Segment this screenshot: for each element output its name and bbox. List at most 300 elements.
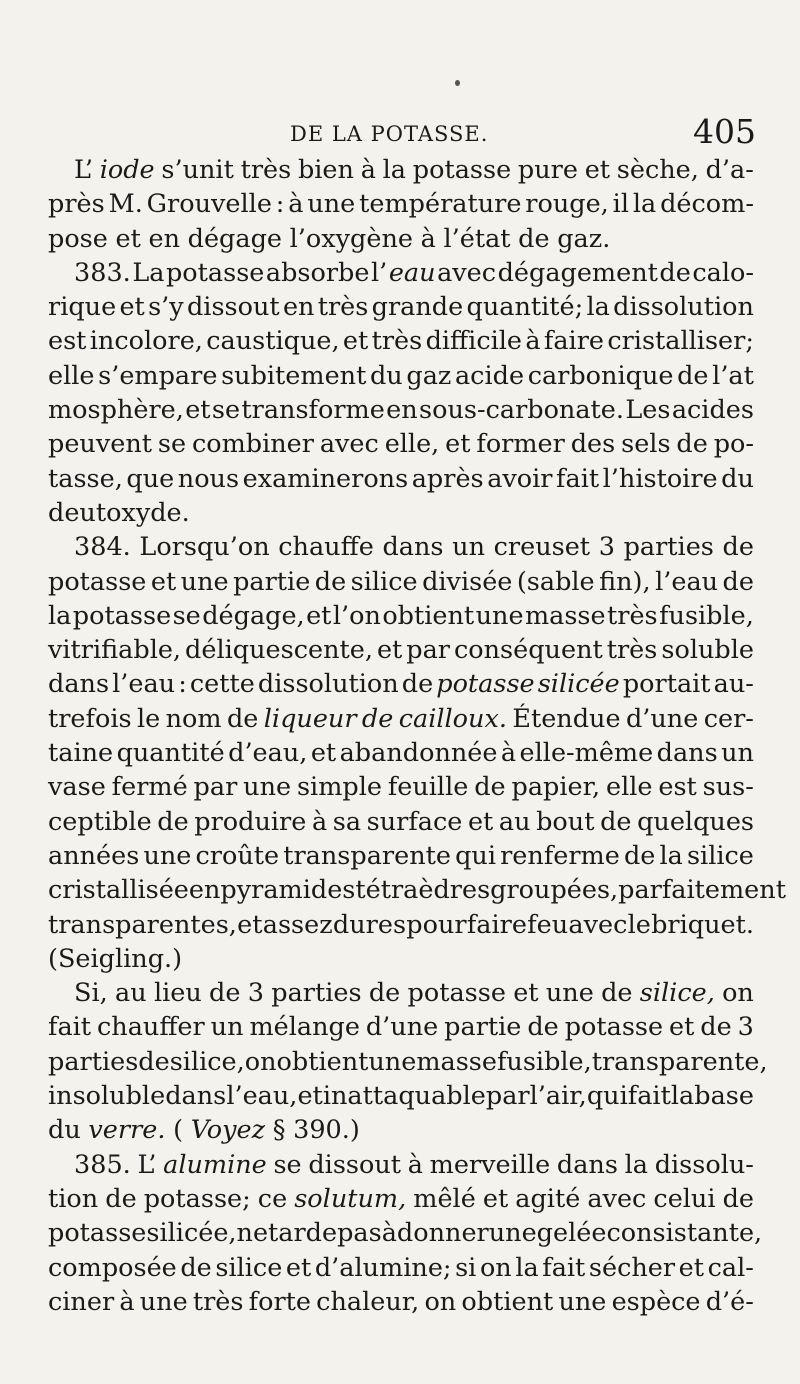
italic-word: eau xyxy=(388,257,436,288)
text-line xyxy=(48,976,754,1010)
page-header xyxy=(0,112,800,152)
word: de xyxy=(722,532,754,563)
word: feuille xyxy=(387,772,469,803)
word: mêlé xyxy=(413,1183,476,1214)
word: faire xyxy=(543,326,604,357)
word: parfaitement xyxy=(618,875,786,906)
word: on xyxy=(722,978,754,1009)
word: Lorsqu’on xyxy=(139,532,270,563)
word: potasse xyxy=(412,155,512,185)
word: et xyxy=(669,1012,695,1043)
word: tion xyxy=(48,1183,99,1214)
word: transparente, xyxy=(591,1046,768,1077)
word: sels xyxy=(621,429,671,460)
text-line xyxy=(48,153,754,187)
word: qui xyxy=(586,1081,628,1112)
word: fusible, xyxy=(496,1046,592,1077)
word: donner xyxy=(396,1218,489,1249)
word: 385. xyxy=(74,1149,131,1180)
text-line xyxy=(48,359,754,393)
word: composée xyxy=(48,1252,177,1283)
word: une xyxy=(488,1218,537,1249)
word: l’eau xyxy=(655,566,719,597)
word: années xyxy=(48,840,140,871)
word: déliquescente, xyxy=(185,635,373,666)
word: faire xyxy=(466,909,527,940)
word: po- xyxy=(713,429,754,460)
word: groupées, xyxy=(490,875,619,906)
word: fait xyxy=(556,463,600,494)
word: de xyxy=(138,1046,170,1077)
word: dans xyxy=(556,1149,618,1180)
italic-word: silice, xyxy=(639,978,715,1009)
word: de xyxy=(180,1252,212,1283)
word: portait xyxy=(622,669,711,700)
word: à xyxy=(500,738,517,769)
word: acides xyxy=(671,395,754,426)
word: température xyxy=(359,189,522,220)
word: très xyxy=(607,600,658,631)
italic-word: solutum, xyxy=(294,1183,407,1214)
text-line xyxy=(48,1251,754,1285)
word: sus- xyxy=(702,772,754,803)
word: gelée xyxy=(536,1218,607,1249)
word: bout xyxy=(536,806,595,837)
text-line xyxy=(48,1045,768,1079)
word: très xyxy=(240,155,292,185)
word: feu xyxy=(527,909,569,940)
word: une xyxy=(545,978,594,1009)
word: potasse xyxy=(48,1218,147,1249)
word: très xyxy=(317,292,369,323)
word: transparente xyxy=(283,840,451,871)
word: fait xyxy=(627,1081,671,1112)
word: du xyxy=(369,360,403,391)
word: de xyxy=(314,566,347,597)
word: s’y xyxy=(148,292,184,323)
word: rouge, xyxy=(525,189,609,220)
word: au- xyxy=(713,669,754,700)
word: si xyxy=(455,1252,477,1283)
word: parties xyxy=(48,1046,139,1077)
word: (Seigling.) xyxy=(48,943,183,974)
word: à xyxy=(288,189,304,220)
word: la xyxy=(624,1149,648,1180)
text-line xyxy=(48,1148,754,1182)
word: fermé xyxy=(111,772,188,803)
word: s’unit xyxy=(161,155,234,185)
word: nous xyxy=(177,463,240,494)
ink-speck xyxy=(455,80,460,86)
word: deutoxyde. xyxy=(48,497,190,528)
word: se xyxy=(157,429,187,460)
word: Si, xyxy=(74,978,108,1009)
word: par xyxy=(193,772,238,803)
word: dissout xyxy=(308,1149,402,1180)
word: de xyxy=(722,1183,754,1214)
word: trefois xyxy=(48,703,132,734)
word: après xyxy=(411,463,484,494)
word: agité xyxy=(515,1183,581,1214)
body-text xyxy=(48,153,786,1319)
word: inattaquable xyxy=(322,1081,486,1112)
word: la xyxy=(659,840,683,871)
word: à xyxy=(311,806,328,837)
word: potasse xyxy=(165,257,265,288)
word: et xyxy=(467,806,494,837)
word: et xyxy=(513,978,539,1009)
word: dégage xyxy=(187,223,282,254)
word: l’at xyxy=(712,360,754,391)
word: 3 xyxy=(247,978,264,1009)
word: dissolution xyxy=(613,292,754,323)
word: et xyxy=(119,292,145,323)
word: d’eau, xyxy=(228,738,308,769)
word: à xyxy=(119,1286,135,1317)
text-line xyxy=(48,633,754,667)
italic-word: liqueur xyxy=(263,703,357,734)
word: simple xyxy=(296,772,382,803)
word: 3 xyxy=(598,532,615,563)
word: et xyxy=(115,223,141,254)
word: cal- xyxy=(707,1252,754,1283)
word: lieu xyxy=(153,978,202,1009)
word: quantité xyxy=(116,738,225,769)
italic-word: de xyxy=(361,703,394,734)
word: caustique, xyxy=(206,326,340,357)
word: une xyxy=(475,600,524,631)
text-line xyxy=(48,908,754,942)
word: une xyxy=(139,1286,188,1317)
word: peuvent xyxy=(48,429,153,460)
word: mosphère, xyxy=(48,395,184,426)
word: de xyxy=(401,669,434,700)
word: de xyxy=(601,978,633,1009)
word: se xyxy=(172,600,201,631)
word: vitrifiable, xyxy=(48,635,182,666)
word: l’oxygène xyxy=(289,223,413,254)
word: parties xyxy=(623,532,714,563)
text-line xyxy=(48,770,754,804)
italic-word: cailloux. xyxy=(398,703,507,734)
word: et xyxy=(297,1081,323,1112)
word: la xyxy=(670,1081,695,1112)
word: décom- xyxy=(660,189,754,220)
text-line xyxy=(48,427,754,461)
word: par xyxy=(485,1081,530,1112)
italic-word: silicée xyxy=(537,669,620,700)
word: et xyxy=(678,1252,705,1283)
word: elle, xyxy=(384,429,440,460)
text-line xyxy=(48,599,754,633)
text-line xyxy=(48,1113,754,1147)
word: est xyxy=(48,326,87,357)
word: taine xyxy=(48,738,114,769)
word: de xyxy=(518,223,550,254)
text-line xyxy=(48,1079,754,1113)
word: ( xyxy=(173,1115,184,1146)
word: une xyxy=(243,772,292,803)
word: sa xyxy=(332,806,362,837)
word: de xyxy=(474,772,506,803)
word: un xyxy=(721,738,754,769)
text-line xyxy=(48,1285,754,1319)
word: cette xyxy=(189,669,255,700)
word: de xyxy=(209,978,241,1009)
word: de xyxy=(226,703,259,734)
word: produire xyxy=(194,806,307,837)
word: masse xyxy=(416,1046,497,1077)
word: masse xyxy=(524,600,606,631)
word: avec xyxy=(587,1183,647,1214)
word: près xyxy=(48,189,105,220)
word: de xyxy=(105,1183,137,1214)
word: et xyxy=(310,738,337,769)
word: obtient xyxy=(461,1286,554,1317)
word: pas xyxy=(337,1218,382,1249)
word: une xyxy=(558,1286,607,1317)
word: fait xyxy=(48,1012,92,1043)
word: on xyxy=(479,1252,512,1283)
word: à xyxy=(381,1218,397,1249)
word: la xyxy=(586,292,610,323)
word: de xyxy=(722,566,754,597)
word: divisée xyxy=(422,566,513,597)
word: pour xyxy=(406,909,467,940)
word: une xyxy=(368,1046,417,1077)
word: (sable xyxy=(516,566,595,597)
text-line xyxy=(48,1182,754,1216)
text-line xyxy=(48,187,754,221)
word: espèce xyxy=(611,1286,701,1317)
word: la xyxy=(632,189,657,220)
word: briquet. xyxy=(651,909,754,940)
word: vase xyxy=(48,772,106,803)
word: 384. xyxy=(74,532,131,563)
word: obtient xyxy=(382,600,475,631)
word: M. xyxy=(108,189,143,220)
word: partie xyxy=(444,1012,522,1043)
word: elle-même xyxy=(519,738,654,769)
word: de xyxy=(368,978,401,1009)
word: dissolution xyxy=(257,669,399,700)
word: assez xyxy=(262,909,333,940)
word: mélange xyxy=(249,1012,360,1043)
word: dégagement xyxy=(497,257,658,288)
italic-word: potasse xyxy=(436,669,535,700)
word: sous-carbonate. xyxy=(419,395,624,426)
text-line xyxy=(48,736,754,770)
word: ce xyxy=(257,1183,288,1214)
word: une xyxy=(143,840,192,871)
word: potasse xyxy=(48,566,147,597)
word: et xyxy=(342,326,369,357)
word: : xyxy=(275,189,285,220)
word: on xyxy=(424,1286,457,1317)
word: dans xyxy=(656,738,718,769)
word: nom xyxy=(165,703,222,734)
text-line xyxy=(48,1010,754,1044)
word: en xyxy=(188,875,221,906)
word: L’ xyxy=(74,155,93,185)
word: transforme xyxy=(241,395,385,426)
word: en xyxy=(282,292,315,323)
word: gaz xyxy=(406,360,452,391)
word: l’histoire xyxy=(602,463,718,494)
word: quantité; xyxy=(466,292,584,323)
word: à xyxy=(360,155,376,185)
word: pose xyxy=(48,223,108,254)
word: Les xyxy=(625,395,671,426)
word: dures xyxy=(332,909,407,940)
word: bien xyxy=(297,155,354,185)
word: Étendue xyxy=(512,703,621,734)
word: de xyxy=(659,257,691,288)
word: elle xyxy=(48,360,95,391)
word: chauffe xyxy=(278,532,374,563)
word: et xyxy=(237,909,263,940)
word: pure xyxy=(517,155,578,185)
word: et xyxy=(150,566,177,597)
word: de xyxy=(677,360,709,391)
word: obtient xyxy=(276,1046,369,1077)
word: insoluble xyxy=(48,1081,166,1112)
word: chaleur, xyxy=(316,1286,420,1317)
word: : xyxy=(178,669,187,700)
word: silicée, xyxy=(146,1218,237,1249)
word: renferme xyxy=(500,840,620,871)
word: celui xyxy=(653,1183,716,1214)
word: parties xyxy=(271,978,362,1009)
word: ciner xyxy=(48,1286,115,1317)
word: et xyxy=(185,395,211,426)
word: à xyxy=(420,223,436,254)
word: gaz. xyxy=(557,223,611,254)
word: partie xyxy=(233,566,311,597)
word: de xyxy=(600,806,632,837)
text-line xyxy=(48,496,754,530)
word: avoir xyxy=(487,463,553,494)
word: dégage, xyxy=(202,600,305,631)
word: est xyxy=(658,772,697,803)
word: former xyxy=(476,429,565,460)
word: soluble xyxy=(661,635,754,666)
word: silice xyxy=(350,566,418,597)
text-line xyxy=(48,290,754,324)
word: subitement xyxy=(221,360,367,391)
word: et xyxy=(285,1252,312,1283)
word: à xyxy=(525,326,541,357)
word: acide xyxy=(454,360,525,391)
word: très xyxy=(192,1286,244,1317)
word: se xyxy=(273,1149,302,1180)
word: forte xyxy=(248,1286,311,1317)
word: l’on xyxy=(332,600,381,631)
word: en xyxy=(148,223,180,254)
word: le xyxy=(136,703,161,734)
text-line xyxy=(48,873,786,907)
word: au xyxy=(115,978,147,1009)
word: papier, xyxy=(511,772,601,803)
word: 383. xyxy=(74,257,131,288)
word: sécher xyxy=(588,1252,676,1283)
word: consistante, xyxy=(606,1218,763,1249)
word: par xyxy=(406,635,450,666)
text-line xyxy=(48,462,754,496)
word: avec xyxy=(568,909,628,940)
word: la xyxy=(48,600,72,631)
word: La xyxy=(132,257,165,288)
text-line xyxy=(48,702,754,736)
word: dissout xyxy=(186,292,280,323)
word: à xyxy=(407,1149,423,1180)
page-number: 405 xyxy=(693,112,756,151)
text-line xyxy=(48,805,754,839)
word: 390.) xyxy=(293,1115,360,1146)
word: l’air, xyxy=(529,1081,587,1112)
word: se xyxy=(211,395,241,426)
text-line xyxy=(48,222,754,256)
word: l’eau xyxy=(112,669,176,700)
word: base xyxy=(694,1081,754,1112)
word: d’alumine; xyxy=(314,1252,452,1283)
word: chauffer xyxy=(96,1012,205,1043)
word: merveille xyxy=(429,1149,551,1180)
word: potasse; xyxy=(143,1183,251,1214)
italic-word: Voyez xyxy=(190,1115,266,1146)
word: cristallisée xyxy=(48,875,189,906)
word: rique xyxy=(48,292,117,323)
word: tétraèdres xyxy=(355,875,491,906)
word: L’ xyxy=(137,1149,157,1180)
word: et xyxy=(306,600,332,631)
text-line xyxy=(48,942,754,976)
word: abandonnée xyxy=(339,738,498,769)
text-line xyxy=(48,324,754,358)
word: d’é- xyxy=(705,1286,754,1317)
word: tarde xyxy=(268,1218,338,1249)
word: en xyxy=(386,395,418,426)
word: dans xyxy=(48,669,110,700)
word: avec xyxy=(319,429,379,460)
word: transparentes, xyxy=(48,909,237,940)
word: surface xyxy=(366,806,463,837)
word: que xyxy=(126,463,175,494)
word: le xyxy=(627,909,651,940)
text-line xyxy=(48,565,754,599)
word: difficile xyxy=(425,326,523,357)
italic-word: verre. xyxy=(88,1115,166,1146)
word: tasse, xyxy=(48,463,123,494)
word: d’a- xyxy=(705,155,754,185)
word: quelques xyxy=(637,806,754,837)
word: l’ xyxy=(371,257,388,288)
word: pyramides xyxy=(220,875,356,906)
word: potasse xyxy=(407,978,506,1009)
word: très xyxy=(371,326,423,357)
word: un xyxy=(210,1012,244,1043)
word: une xyxy=(307,189,356,220)
word: potasse xyxy=(564,1012,664,1043)
text-line xyxy=(48,1216,763,1250)
word: carbonique xyxy=(527,360,674,391)
text-line xyxy=(48,530,754,564)
word: sèche, xyxy=(616,155,699,185)
word: au xyxy=(498,806,531,837)
word: ceptible xyxy=(48,806,152,837)
word: il xyxy=(612,189,629,220)
word: de xyxy=(676,429,708,460)
